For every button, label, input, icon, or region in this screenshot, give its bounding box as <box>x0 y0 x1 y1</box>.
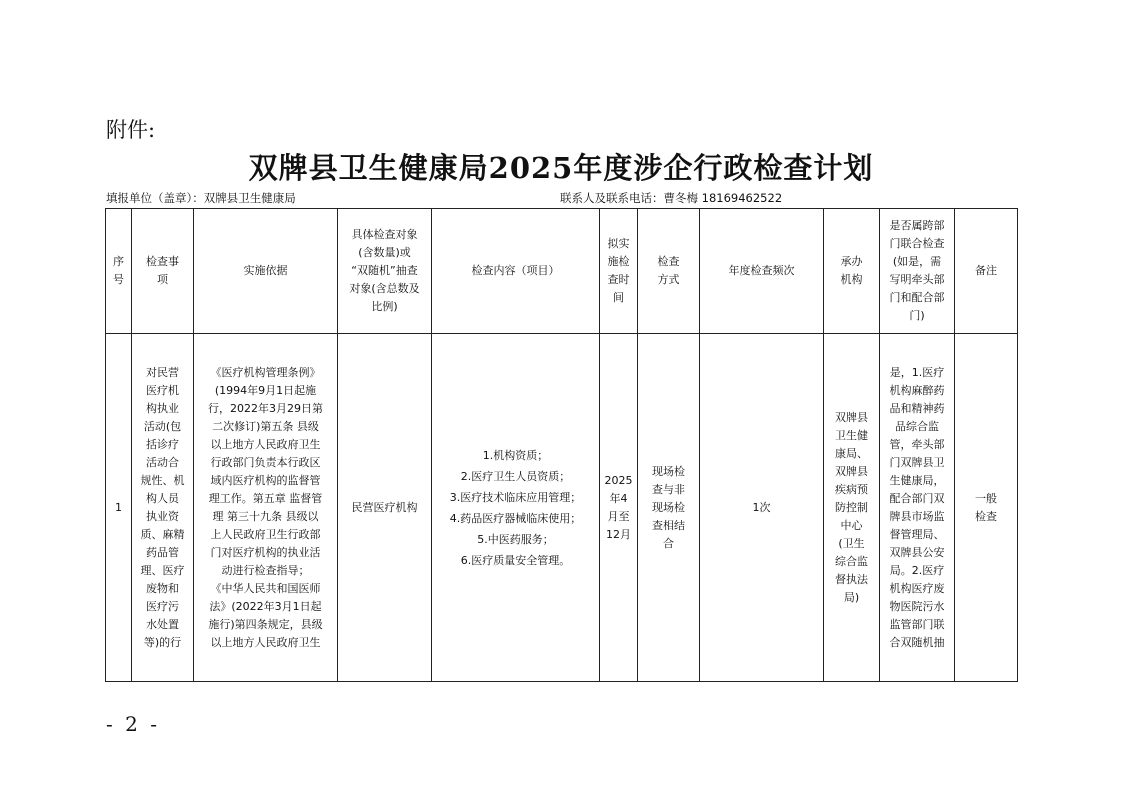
content-item: 2.医疗卫生人员资质； <box>460 469 571 483</box>
cell-seq: 1 <box>106 334 132 682</box>
header-agency: 承办 机构 <box>824 209 880 334</box>
page-number: - 2 - <box>106 712 160 736</box>
content-item: 5.中医药服务； <box>477 532 554 546</box>
cell-frequency: 1次 <box>700 334 824 682</box>
inspection-plan-table <box>105 208 1018 682</box>
cell-method: 现场检 查与非 现场检 查相结 合 <box>638 334 700 682</box>
cell-time: 2025 年4 月至 12月 <box>600 334 638 682</box>
content-item: 1.机构资质； <box>482 448 549 462</box>
content-item: 4.药品医疗器械临床使用； <box>449 511 582 525</box>
header-item: 检查事 项 <box>132 209 194 334</box>
cell-content <box>432 334 600 682</box>
header-method: 检查 方式 <box>638 209 700 334</box>
content-item: 6.医疗质量安全管理。 <box>460 553 571 567</box>
table-row <box>106 334 1018 682</box>
cell-basis: 《医疗机构管理条例》 (1994年9月1日起施 行，2022年3月29日第 二次修订)第五条 县级 以上地方人民政府卫生 行政部门负责本行政区 域内医疗机构的监督管 理工作。第五章 监督管 理 第三十九条 县级以 上人民政府卫生行政部 门对医疗机构的执业活 动进行检查指导； 《中华人民共和国医师 法》(2022年3月1日起 施行)第四条规定，县级 以上地方人民政府卫生 <box>194 334 338 682</box>
cell-agency: 双牌县 卫生健 康局、 双牌县 疾病预 防控制 中心 (卫生 综合监 督执法 局) <box>824 334 880 682</box>
contact-info: 联系人及联系电话：曹冬梅 18169462522 <box>560 191 783 205</box>
header-joint: 是否属跨部 门联合检查 (如是，需 写明牵头部 门和配合部 门) <box>880 209 955 334</box>
table-header-row <box>106 209 1018 334</box>
cell-object: 民营医疗机构 <box>338 334 432 682</box>
document-title: 双牌县卫生健康局2025年度涉企行政检查计划 <box>248 151 874 185</box>
header-object: 具体检查对象 (含数量)或 “双随机”抽查 对象(含总数及 比例) <box>338 209 432 334</box>
attachment-label: 附件: <box>106 118 156 142</box>
header-time: 拟实 施检 查时 间 <box>600 209 638 334</box>
content-item: 3.医疗技术临床应用管理； <box>449 490 582 504</box>
filing-unit: 填报单位（盖章）：双牌县卫生健康局 <box>106 191 296 205</box>
header-basis: 实施依据 <box>194 209 338 334</box>
cell-joint: 是，1.医疗 机构麻醉药 品和精神药 品综合监 管，牵头部 门双牌县卫 生健康局， 配合部门双 牌县市场监 督管理局、 双牌县公安 局。2.医疗 机构医疗废 物医院污水 监管部门联 合双随机抽 <box>880 334 955 682</box>
cell-remark: 一般 检查 <box>955 334 1018 682</box>
header-frequency: 年度检查频次 <box>700 209 824 334</box>
header-remark: 备注 <box>955 209 1018 334</box>
header-content: 检查内容（项目） <box>432 209 600 334</box>
header-seq: 序 号 <box>106 209 132 334</box>
cell-item: 对民营 医疗机 构执业 活动(包 括诊疗 活动合 规性、机 构人员 执业资 质、麻精 药品管 理、医疗 废物和 医疗污 水处置 等)的行 <box>132 334 194 682</box>
